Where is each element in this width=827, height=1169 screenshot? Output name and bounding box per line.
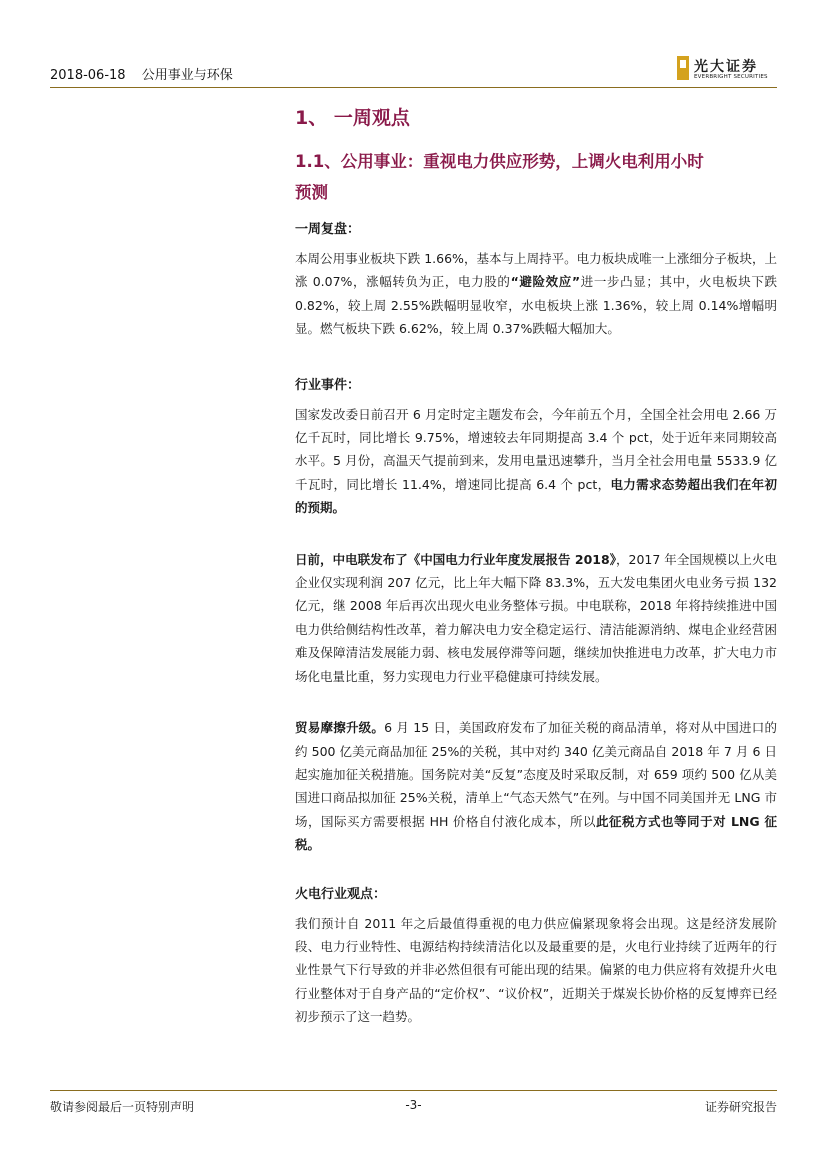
trade-friction-paragraph: 贸易摩擦升级。6 月 15 日，美国政府发布了加征关税的商品清单，将对从中国进口的约 500 亿美元商品加征 25%的关税，其中对约 340 亿美元商品自 2018 年 7 月 6 日起实施加征关税措施。国务院对美“反复”态度及时采取反制，对 659 项约 500 亿从美国进口商品拟加征 25%关税，清单上“气态天然气”在列。与中国不同美国并无 LNG 市场，国际买方需要根据 HH 价格自付液化成本，所以此征税方式也等同于对 LNG 征税。 bbox=[295, 720, 777, 853]
main-content bbox=[295, 104, 777, 1029]
subsection-title: 1.1、公用事业：重视电力供应形势，上调火电利用小时 预测 bbox=[295, 152, 704, 202]
weekly-review-paragraph: 本周公用事业板块下跌 1.66%，基本与上周持平。电力板块成唯一上涨细分子板块，上涨 0.07%，涨幅转负为正，电力股的“避险效应”进一步凸显；其中，火电板块下跌 0.82%，较上周 2.55%跌幅明显收窄，水电板块上涨 1.36%，较上周 0.14%增幅明显。燃气板块下跌 6.62%，较上周 0.37%跌幅大幅加大。 bbox=[295, 251, 777, 337]
weekly-review-heading: 一周复盘： bbox=[295, 222, 361, 237]
section-title: 1、 一周观点 bbox=[295, 107, 410, 129]
logo-mark-icon bbox=[677, 56, 689, 80]
page-header bbox=[50, 56, 777, 86]
everbright-logo: 光大证券 EVERBRIGHT SECURITIES bbox=[677, 56, 777, 84]
thermal-view-heading: 火电行业观点： bbox=[295, 886, 387, 902]
cec-report-paragraph: 日前，中电联发布了《中国电力行业年度发展报告 2018》，2017 年全国规模以上火电企业仅实现利润 207 亿元，比上年大幅下降 83.3%，五大发电集团火电业务亏损 132 亿元，继 2008 年后再次出现火电业务整体亏损。中电联称，2018 年将持续推进中国电力供给侧结构性改革，着力解决电力安全稳定运行、清洁能源消纳、煤电企业经营困难及保障清洁发展能力弱、核电发展停滞等问题，继续加快推进电力改革，扩大电力市场化电量比重，努力实现电力行业平稳健康可持续发展。 bbox=[295, 551, 777, 684]
header-divider bbox=[50, 87, 777, 88]
report-date: 2018-06-18 bbox=[50, 68, 126, 83]
footer-divider bbox=[50, 1090, 777, 1091]
header-info bbox=[50, 64, 245, 83]
page-number: -3- bbox=[405, 1098, 422, 1112]
page-footer bbox=[50, 1090, 777, 1120]
industry-events-paragraph: 国家发改委日前召开 6 月定时定主题发布会，今年前五个月，全国全社会用电 2.66 万亿千瓦时，同比增长 9.75%，增速较去年同期提高 3.4 个 pct，处于近年来同期较高水平。5 月份，高温天气提前到来，发用电量迅速攀升，当月全社会用电量 5533.9 亿千瓦时，同比增长 11.4%，增速同比提高 6.4 个 pct，电力需求态势超出我们在年初的预期。 bbox=[295, 406, 777, 516]
thermal-view-paragraph: 我们预计自 2011 年之后最值得重视的电力供应偏紧现象将会出现。这是经济发展阶段、电力行业特性、电源结构持续清洁化以及最重要的是，火电行业持续了近两年的行业性景气下行导致的并非必然但很有可能出现的结果。偏紧的电力供应将有效提升火电行业整体对于自身产品的“定价权”、“议价权”，近期关于煤炭长协价格的反复博弈已经初步预示了这一趋势。 bbox=[295, 915, 777, 1025]
sector-name: 公用事业与环保 bbox=[141, 68, 233, 83]
report-type: 证券研究报告 bbox=[704, 1100, 777, 1114]
industry-events-heading: 行业事件： bbox=[295, 377, 361, 393]
footer-disclaimer: 敬请参阅最后一页特别声明 bbox=[50, 1100, 195, 1114]
